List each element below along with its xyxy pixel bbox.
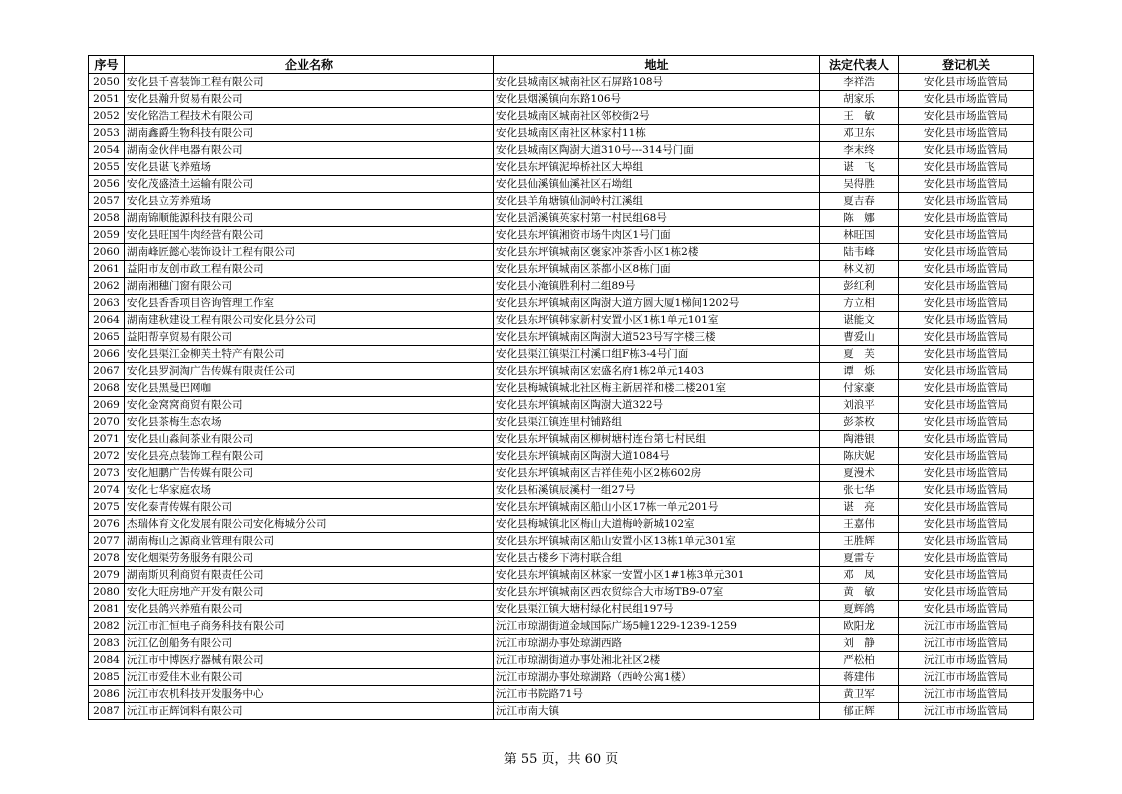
company-name-cell: 安化大旺房地产开发有限公司 bbox=[125, 584, 494, 601]
legal-representative-cell: 彭茶枚 bbox=[820, 414, 899, 431]
legal-representative-cell: 刘 静 bbox=[820, 635, 899, 652]
registration-authority-cell: 安化县市场监管局 bbox=[899, 329, 1034, 346]
company-name-cell: 安化县香香项目咨询管理工作室 bbox=[125, 295, 494, 312]
address-cell: 安化县东坪镇城南区陶澍大道523号写字楼三楼 bbox=[494, 329, 820, 346]
company-name-cell: 安化县黑曼巴网咖 bbox=[125, 380, 494, 397]
address-cell: 安化县城南区城南社区邻校街2号 bbox=[494, 108, 820, 125]
address-cell: 安化县东坪镇韩家新村安置小区1栋1单元101室 bbox=[494, 312, 820, 329]
legal-representative-cell: 林旺国 bbox=[820, 227, 899, 244]
registration-authority-cell: 安化县市场监管局 bbox=[899, 244, 1034, 261]
company-name-cell: 湖南峰匠懿心装饰设计工程有限公司 bbox=[125, 244, 494, 261]
address-cell: 安化县东坪镇城南区茶都小区8栋门面 bbox=[494, 261, 820, 278]
registration-authority-cell: 安化县市场监管局 bbox=[899, 346, 1034, 363]
table-row bbox=[89, 312, 1034, 329]
registration-authority-cell: 安化县市场监管局 bbox=[899, 278, 1034, 295]
address-cell: 安化县东坪镇湘资市场牛肉区1号门面 bbox=[494, 227, 820, 244]
company-name-cell: 安化县亮点装饰工程有限公司 bbox=[125, 448, 494, 465]
company-name-cell: 沅江市汇恒电子商务科技有限公司 bbox=[125, 618, 494, 635]
table-row bbox=[89, 499, 1034, 516]
legal-representative-cell: 方立相 bbox=[820, 295, 899, 312]
address-cell: 沅江市琼湖办事处琼湖路（西岭公寓1楼） bbox=[494, 669, 820, 686]
address-cell: 安化县东坪镇城南区陶澍大道方圆大厦1梯间1202号 bbox=[494, 295, 820, 312]
table-row bbox=[89, 329, 1034, 346]
registration-authority-cell: 安化县市场监管局 bbox=[899, 159, 1034, 176]
address-cell: 安化县渠江镇渠江村溪口组F栋3-4号门面 bbox=[494, 346, 820, 363]
registration-authority-cell: 安化县市场监管局 bbox=[899, 108, 1034, 125]
legal-representative-cell: 邓 凤 bbox=[820, 567, 899, 584]
table-row bbox=[89, 635, 1034, 652]
company-name-cell: 益阳帮享贸易有限公司 bbox=[125, 329, 494, 346]
legal-representative-cell: 林义初 bbox=[820, 261, 899, 278]
legal-representative-cell: 谌能文 bbox=[820, 312, 899, 329]
address-cell: 安化县渠江镇连里村铺路组 bbox=[494, 414, 820, 431]
table-row bbox=[89, 550, 1034, 567]
table-row bbox=[89, 142, 1034, 159]
company-name-cell: 安化县茶梅生态农场 bbox=[125, 414, 494, 431]
table-row bbox=[89, 295, 1034, 312]
company-name-cell: 安化茂盛渣土运输有限公司 bbox=[125, 176, 494, 193]
company-name-cell: 沅江市爱佳木业有限公司 bbox=[125, 669, 494, 686]
registration-authority-cell: 安化县市场监管局 bbox=[899, 193, 1034, 210]
address-cell: 沅江市南大镇 bbox=[494, 703, 820, 720]
legal-representative-cell: 夏漫术 bbox=[820, 465, 899, 482]
legal-representative-cell: 王嘉伟 bbox=[820, 516, 899, 533]
serial-no-cell: 2082 bbox=[89, 618, 125, 635]
table-row bbox=[89, 652, 1034, 669]
registration-authority-cell: 安化县市场监管局 bbox=[899, 142, 1034, 159]
serial-no-cell: 2051 bbox=[89, 91, 125, 108]
legal-representative-cell: 谌 亮 bbox=[820, 499, 899, 516]
registration-authority-cell: 安化县市场监管局 bbox=[899, 312, 1034, 329]
legal-representative-cell: 邓卫东 bbox=[820, 125, 899, 142]
table-row bbox=[89, 618, 1034, 635]
table-row bbox=[89, 397, 1034, 414]
company-name-cell: 安化县罗洞淘广告传媒有限责任公司 bbox=[125, 363, 494, 380]
table-header bbox=[89, 56, 1034, 74]
serial-no-cell: 2057 bbox=[89, 193, 125, 210]
address-cell: 安化县东坪镇城南区柳树塘村连台第七村民组 bbox=[494, 431, 820, 448]
registration-authority-cell: 沅江市市场监管局 bbox=[899, 703, 1034, 720]
serial-no-cell: 2068 bbox=[89, 380, 125, 397]
company-name-cell: 湖南金伙伴电器有限公司 bbox=[125, 142, 494, 159]
registration-authority-cell: 安化县市场监管局 bbox=[899, 601, 1034, 618]
address-cell: 安化县古楼乡下湾村联合组 bbox=[494, 550, 820, 567]
table-row bbox=[89, 159, 1034, 176]
serial-no-cell: 2079 bbox=[89, 567, 125, 584]
registration-authority-cell: 沅江市市场监管局 bbox=[899, 669, 1034, 686]
legal-representative-cell: 夏 芙 bbox=[820, 346, 899, 363]
legal-representative-cell: 严松柏 bbox=[820, 652, 899, 669]
company-name-cell: 安化七华家庭农场 bbox=[125, 482, 494, 499]
company-name-cell: 安化泰青传媒有限公司 bbox=[125, 499, 494, 516]
company-name-cell: 沅江市中博医疗器械有限公司 bbox=[125, 652, 494, 669]
table-row bbox=[89, 686, 1034, 703]
address-cell: 安化县小淹镇胜利村二组89号 bbox=[494, 278, 820, 295]
company-name-cell: 安化铭浩工程技术有限公司 bbox=[125, 108, 494, 125]
serial-no-cell: 2063 bbox=[89, 295, 125, 312]
company-name-cell: 湖南斯贝利商贸有限责任公司 bbox=[125, 567, 494, 584]
address-cell: 安化县渠江镇大塘村绿化村民组197号 bbox=[494, 601, 820, 618]
legal-representative-cell: 黄 敏 bbox=[820, 584, 899, 601]
registration-authority-cell: 安化县市场监管局 bbox=[899, 380, 1034, 397]
table-row bbox=[89, 227, 1034, 244]
legal-representative-cell: 夏雷专 bbox=[820, 550, 899, 567]
legal-representative-cell: 陈 娜 bbox=[820, 210, 899, 227]
company-name-cell: 杰瑞体育文化发展有限公司安化梅城分公司 bbox=[125, 516, 494, 533]
table-row bbox=[89, 346, 1034, 363]
address-cell: 沅江市琼湖街道金域国际广场5幢1229-1239-1259 bbox=[494, 618, 820, 635]
registration-authority-cell: 安化县市场监管局 bbox=[899, 448, 1034, 465]
company-name-cell: 湖南建秋建设工程有限公司安化县分公司 bbox=[125, 312, 494, 329]
table-row bbox=[89, 669, 1034, 686]
legal-representative-cell: 王胜辉 bbox=[820, 533, 899, 550]
address-cell: 安化县东坪镇泥埠桥社区大埠组 bbox=[494, 159, 820, 176]
serial-no-cell: 2062 bbox=[89, 278, 125, 295]
registration-authority-cell: 安化县市场监管局 bbox=[899, 125, 1034, 142]
company-name-cell: 湖南鑫爵生物科技有限公司 bbox=[125, 125, 494, 142]
serial-no-cell: 2067 bbox=[89, 363, 125, 380]
legal-representative-cell: 李祥浩 bbox=[820, 74, 899, 91]
registration-authority-cell: 安化县市场监管局 bbox=[899, 210, 1034, 227]
serial-no-cell: 2054 bbox=[89, 142, 125, 159]
registration-authority-cell: 沅江市市场监管局 bbox=[899, 686, 1034, 703]
enterprise-registry-table bbox=[88, 55, 1034, 720]
address-cell: 安化县城南区城南社区石屏路108号 bbox=[494, 74, 820, 91]
serial-no-cell: 2070 bbox=[89, 414, 125, 431]
address-cell: 安化县东坪镇城南区褒家冲茶香小区1栋2楼 bbox=[494, 244, 820, 261]
address-cell: 沅江市琼湖街道办事处湘北社区2楼 bbox=[494, 652, 820, 669]
serial-no-cell: 2087 bbox=[89, 703, 125, 720]
serial-no-cell: 2065 bbox=[89, 329, 125, 346]
company-name-cell: 安化金窝窝商贸有限公司 bbox=[125, 397, 494, 414]
address-cell: 安化县东坪镇城南区陶澍大道322号 bbox=[494, 397, 820, 414]
legal-representative-cell: 吴得胜 bbox=[820, 176, 899, 193]
registration-authority-cell: 安化县市场监管局 bbox=[899, 550, 1034, 567]
table-row bbox=[89, 244, 1034, 261]
table-row bbox=[89, 193, 1034, 210]
header-address: 地址 bbox=[494, 56, 820, 74]
address-cell: 沅江市琼湖办事处琼湖西路 bbox=[494, 635, 820, 652]
legal-representative-cell: 谭 烁 bbox=[820, 363, 899, 380]
serial-no-cell: 2081 bbox=[89, 601, 125, 618]
table-row bbox=[89, 278, 1034, 295]
serial-no-cell: 2052 bbox=[89, 108, 125, 125]
address-cell: 安化县滔溪镇英家村第一村民组68号 bbox=[494, 210, 820, 227]
registration-authority-cell: 安化县市场监管局 bbox=[899, 431, 1034, 448]
table-row bbox=[89, 414, 1034, 431]
address-cell: 安化县东坪镇城南区宏盛名府1栋2单元1403 bbox=[494, 363, 820, 380]
legal-representative-cell: 王 敏 bbox=[820, 108, 899, 125]
company-name-cell: 安化县旺国牛肉经营有限公司 bbox=[125, 227, 494, 244]
serial-no-cell: 2084 bbox=[89, 652, 125, 669]
legal-representative-cell: 陆韦峰 bbox=[820, 244, 899, 261]
company-name-cell: 安化旭鹏广告传媒有限公司 bbox=[125, 465, 494, 482]
registration-authority-cell: 安化县市场监管局 bbox=[899, 533, 1034, 550]
address-cell: 沅江市书院路71号 bbox=[494, 686, 820, 703]
table-row bbox=[89, 363, 1034, 380]
address-cell: 安化县东坪镇城南区林家一安置小区1#1栋3单元301 bbox=[494, 567, 820, 584]
registration-authority-cell: 安化县市场监管局 bbox=[899, 397, 1034, 414]
serial-no-cell: 2058 bbox=[89, 210, 125, 227]
address-cell: 安化县东坪镇城南区西农贸综合大市场TB9-07室 bbox=[494, 584, 820, 601]
address-cell: 安化县东坪镇城南区陶澍大道1084号 bbox=[494, 448, 820, 465]
address-cell: 安化县东坪镇城南区吉祥佳苑小区2栋602房 bbox=[494, 465, 820, 482]
legal-representative-cell: 蒋建伟 bbox=[820, 669, 899, 686]
page-number: 第 55 页，共 60 页 bbox=[503, 752, 619, 767]
table-row bbox=[89, 210, 1034, 227]
table-row bbox=[89, 91, 1034, 108]
address-cell: 安化县梅城镇北区梅山大道梅岭新城102室 bbox=[494, 516, 820, 533]
registration-authority-cell: 安化县市场监管局 bbox=[899, 363, 1034, 380]
registration-authority-cell: 安化县市场监管局 bbox=[899, 499, 1034, 516]
table-row bbox=[89, 516, 1034, 533]
table-row bbox=[89, 584, 1034, 601]
legal-representative-cell: 夏吉春 bbox=[820, 193, 899, 210]
address-cell: 安化县烟溪镇向东路106号 bbox=[494, 91, 820, 108]
company-name-cell: 沅江亿创船务有限公司 bbox=[125, 635, 494, 652]
header-serial-no: 序号 bbox=[89, 56, 125, 74]
company-name-cell: 湖南锦顺能源科技有限公司 bbox=[125, 210, 494, 227]
legal-representative-cell: 陈庆妮 bbox=[820, 448, 899, 465]
serial-no-cell: 2059 bbox=[89, 227, 125, 244]
company-name-cell: 安化县立芳养殖场 bbox=[125, 193, 494, 210]
table-row bbox=[89, 448, 1034, 465]
serial-no-cell: 2086 bbox=[89, 686, 125, 703]
registration-authority-cell: 安化县市场监管局 bbox=[899, 584, 1034, 601]
serial-no-cell: 2083 bbox=[89, 635, 125, 652]
company-name-cell: 益阳市友创市政工程有限公司 bbox=[125, 261, 494, 278]
address-cell: 安化县东坪镇城南区船山小区17栋一单元201号 bbox=[494, 499, 820, 516]
table-row bbox=[89, 108, 1034, 125]
registration-authority-cell: 安化县市场监管局 bbox=[899, 261, 1034, 278]
table-row bbox=[89, 125, 1034, 142]
company-name-cell: 安化烟渠劳务服务有限公司 bbox=[125, 550, 494, 567]
table-row bbox=[89, 601, 1034, 618]
header-row bbox=[89, 56, 1034, 74]
registration-authority-cell: 安化县市场监管局 bbox=[899, 482, 1034, 499]
table-row bbox=[89, 431, 1034, 448]
company-name-cell: 沅江市农机科技开发服务中心 bbox=[125, 686, 494, 703]
serial-no-cell: 2071 bbox=[89, 431, 125, 448]
company-name-cell: 安化县鸽兴养殖有限公司 bbox=[125, 601, 494, 618]
legal-representative-cell: 张七华 bbox=[820, 482, 899, 499]
company-name-cell: 湖南梅山之源商业管理有限公司 bbox=[125, 533, 494, 550]
address-cell: 安化县仙溪镇仙溪社区石坳组 bbox=[494, 176, 820, 193]
table-row bbox=[89, 567, 1034, 584]
address-cell: 安化县柘溪镇辰溪村一组27号 bbox=[494, 482, 820, 499]
legal-representative-cell: 李末终 bbox=[820, 142, 899, 159]
table-row bbox=[89, 703, 1034, 720]
table-row bbox=[89, 74, 1034, 91]
legal-representative-cell: 郁正辉 bbox=[820, 703, 899, 720]
table-row bbox=[89, 380, 1034, 397]
table-row bbox=[89, 482, 1034, 499]
legal-representative-cell: 胡家乐 bbox=[820, 91, 899, 108]
company-name-cell: 沅江市正辉饲料有限公司 bbox=[125, 703, 494, 720]
legal-representative-cell: 彭红利 bbox=[820, 278, 899, 295]
serial-no-cell: 2053 bbox=[89, 125, 125, 142]
registration-authority-cell: 安化县市场监管局 bbox=[899, 91, 1034, 108]
address-cell: 安化县城南区南社区林家村11栋 bbox=[494, 125, 820, 142]
registration-authority-cell: 安化县市场监管局 bbox=[899, 465, 1034, 482]
serial-no-cell: 2050 bbox=[89, 74, 125, 91]
registration-authority-cell: 安化县市场监管局 bbox=[899, 567, 1034, 584]
legal-representative-cell: 夏辉鸽 bbox=[820, 601, 899, 618]
registration-authority-cell: 安化县市场监管局 bbox=[899, 414, 1034, 431]
registration-authority-cell: 沅江市市场监管局 bbox=[899, 618, 1034, 635]
registration-authority-cell: 安化县市场监管局 bbox=[899, 295, 1034, 312]
serial-no-cell: 2061 bbox=[89, 261, 125, 278]
header-registration-authority: 登记机关 bbox=[899, 56, 1034, 74]
address-cell: 安化县城南区陶澍大道310号---314号门面 bbox=[494, 142, 820, 159]
serial-no-cell: 2074 bbox=[89, 482, 125, 499]
address-cell: 安化县羊角塘镇仙洞岭村江溪组 bbox=[494, 193, 820, 210]
legal-representative-cell: 付家豪 bbox=[820, 380, 899, 397]
serial-no-cell: 2056 bbox=[89, 176, 125, 193]
serial-no-cell: 2066 bbox=[89, 346, 125, 363]
table-row bbox=[89, 261, 1034, 278]
company-name-cell: 安化县谌飞养殖场 bbox=[125, 159, 494, 176]
header-company-name: 企业名称 bbox=[125, 56, 494, 74]
legal-representative-cell: 陶港银 bbox=[820, 431, 899, 448]
legal-representative-cell: 欧阳龙 bbox=[820, 618, 899, 635]
registration-authority-cell: 沅江市市场监管局 bbox=[899, 652, 1034, 669]
registration-authority-cell: 安化县市场监管局 bbox=[899, 227, 1034, 244]
table-row bbox=[89, 533, 1034, 550]
table-row bbox=[89, 465, 1034, 482]
serial-no-cell: 2080 bbox=[89, 584, 125, 601]
legal-representative-cell: 谌 飞 bbox=[820, 159, 899, 176]
legal-representative-cell: 刘浪平 bbox=[820, 397, 899, 414]
serial-no-cell: 2085 bbox=[89, 669, 125, 686]
address-cell: 安化县梅城镇城北社区梅主新居祥和楼二楼201室 bbox=[494, 380, 820, 397]
serial-no-cell: 2078 bbox=[89, 550, 125, 567]
serial-no-cell: 2064 bbox=[89, 312, 125, 329]
serial-no-cell: 2055 bbox=[89, 159, 125, 176]
serial-no-cell: 2072 bbox=[89, 448, 125, 465]
serial-no-cell: 2077 bbox=[89, 533, 125, 550]
table-row bbox=[89, 176, 1034, 193]
table-body bbox=[89, 74, 1034, 720]
address-cell: 安化县东坪镇城南区船山安置小区13栋1单元301室 bbox=[494, 533, 820, 550]
registration-authority-cell: 安化县市场监管局 bbox=[899, 74, 1034, 91]
company-name-cell: 安化县渠江金柳芙土特产有限公司 bbox=[125, 346, 494, 363]
legal-representative-cell: 黄卫军 bbox=[820, 686, 899, 703]
legal-representative-cell: 曹爱山 bbox=[820, 329, 899, 346]
serial-no-cell: 2076 bbox=[89, 516, 125, 533]
serial-no-cell: 2075 bbox=[89, 499, 125, 516]
serial-no-cell: 2073 bbox=[89, 465, 125, 482]
registration-authority-cell: 安化县市场监管局 bbox=[899, 516, 1034, 533]
company-name-cell: 湖南湘穗门窗有限公司 bbox=[125, 278, 494, 295]
header-legal-representative: 法定代表人 bbox=[820, 56, 899, 74]
company-name-cell: 安化县山淼间茶业有限公司 bbox=[125, 431, 494, 448]
serial-no-cell: 2069 bbox=[89, 397, 125, 414]
registration-authority-cell: 安化县市场监管局 bbox=[899, 176, 1034, 193]
serial-no-cell: 2060 bbox=[89, 244, 125, 261]
company-name-cell: 安化县千喜装饰工程有限公司 bbox=[125, 74, 494, 91]
company-name-cell: 安化县瀚升贸易有限公司 bbox=[125, 91, 494, 108]
registration-authority-cell: 沅江市市场监管局 bbox=[899, 635, 1034, 652]
